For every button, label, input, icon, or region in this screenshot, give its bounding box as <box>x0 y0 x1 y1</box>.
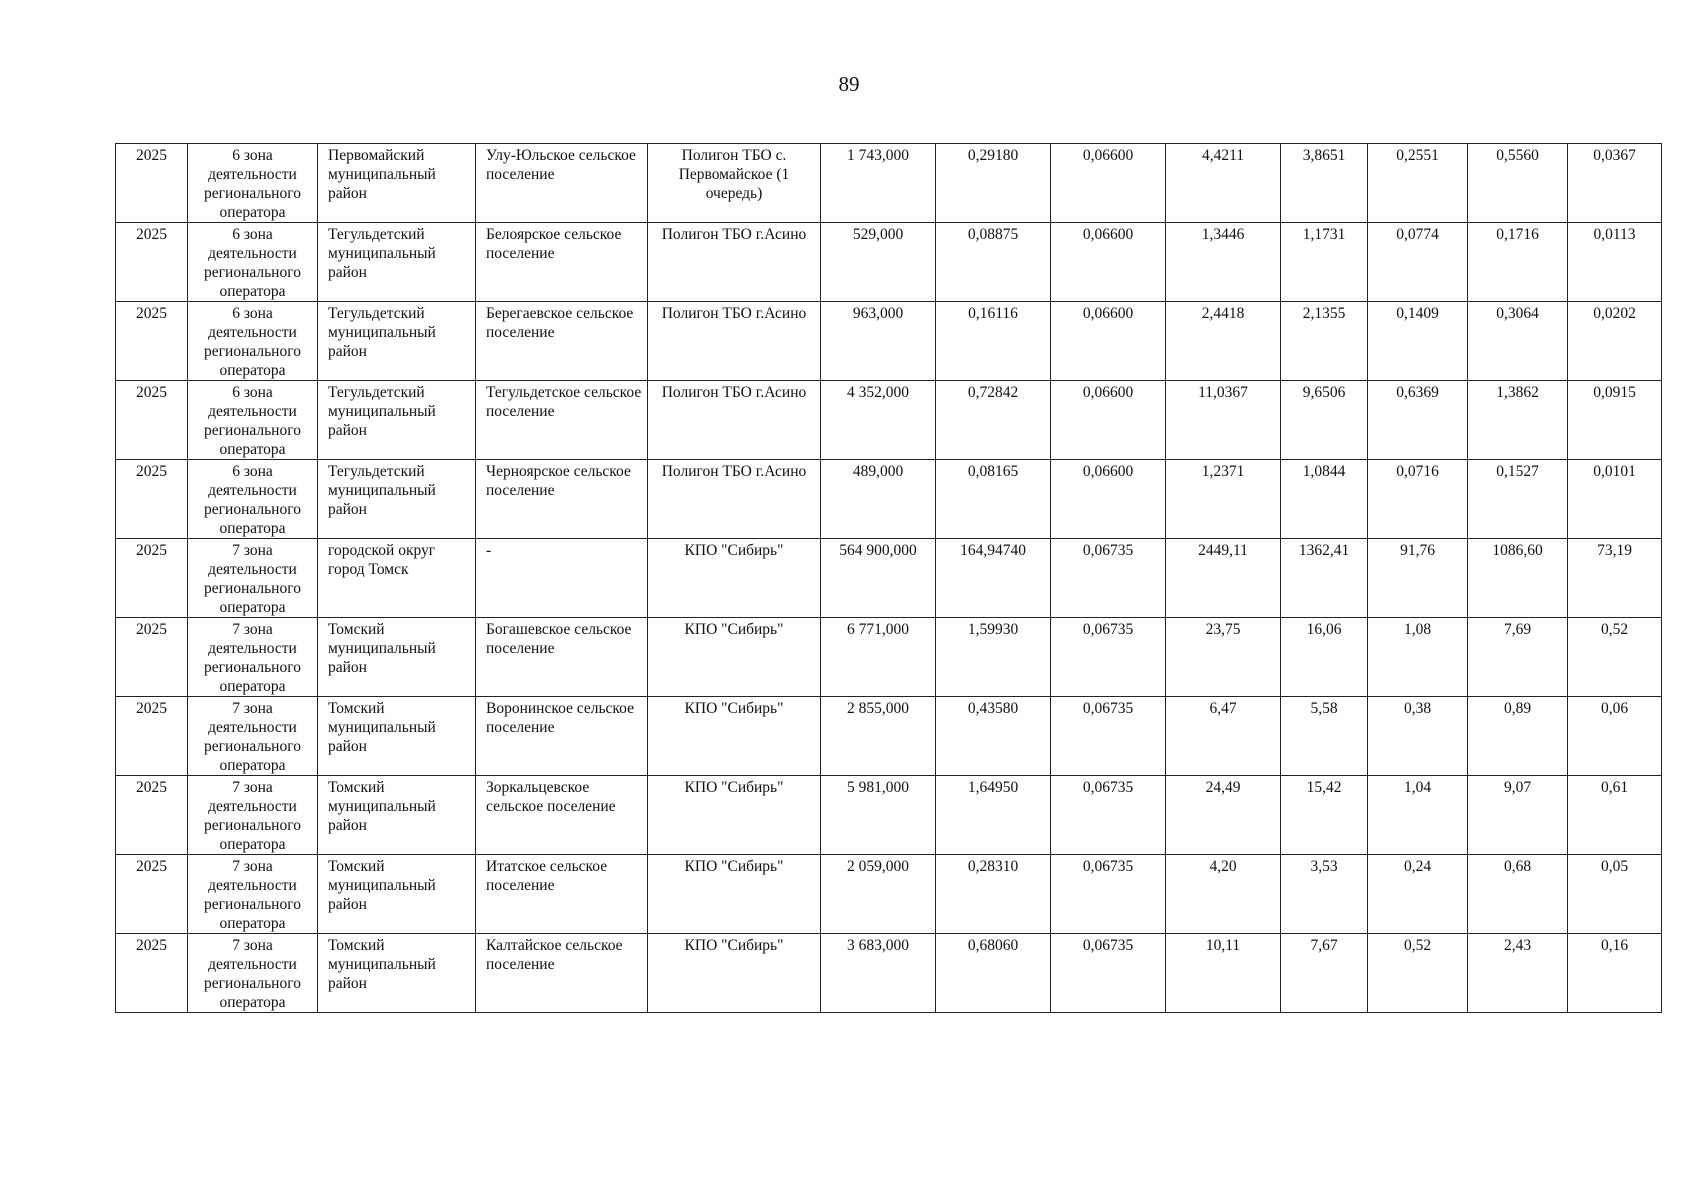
cell-value-4: 6,47 <box>1166 697 1281 776</box>
cell-value-8: 0,16 <box>1568 934 1662 1013</box>
cell-district: Томский муниципальный район <box>318 934 476 1013</box>
cell-facility: КПО "Сибирь" <box>648 855 821 934</box>
cell-value-4: 10,11 <box>1166 934 1281 1013</box>
cell-facility: Полигон ТБО г.Асино <box>648 223 821 302</box>
cell-value-5: 3,8651 <box>1281 144 1368 223</box>
cell-population: 5 981,000 <box>821 776 936 855</box>
table-row <box>116 144 1662 223</box>
cell-value-8: 0,0202 <box>1568 302 1662 381</box>
cell-district: Томский муниципальный район <box>318 776 476 855</box>
cell-settlement: Тегульдетское сельское поселение <box>476 381 648 460</box>
cell-district: Тегульдетский муниципальный район <box>318 302 476 381</box>
table-row <box>116 697 1662 776</box>
cell-year: 2025 <box>116 539 188 618</box>
cell-year: 2025 <box>116 381 188 460</box>
cell-settlement: Улу-Юльское сельское поселение <box>476 144 648 223</box>
cell-value-4: 11,0367 <box>1166 381 1281 460</box>
cell-facility: КПО "Сибирь" <box>648 618 821 697</box>
cell-value-6: 91,76 <box>1368 539 1468 618</box>
cell-value-6: 0,24 <box>1368 855 1468 934</box>
cell-value-7: 2,43 <box>1468 934 1568 1013</box>
cell-value-2: 164,94740 <box>936 539 1051 618</box>
cell-settlement: Итатское сельское поселение <box>476 855 648 934</box>
cell-value-6: 0,52 <box>1368 934 1468 1013</box>
cell-value-6: 0,6369 <box>1368 381 1468 460</box>
cell-value-3: 0,06600 <box>1051 381 1166 460</box>
cell-facility: КПО "Сибирь" <box>648 776 821 855</box>
cell-value-6: 0,38 <box>1368 697 1468 776</box>
cell-settlement: Белоярское сельское поселение <box>476 223 648 302</box>
cell-value-5: 16,06 <box>1281 618 1368 697</box>
cell-value-6: 1,04 <box>1368 776 1468 855</box>
cell-population: 6 771,000 <box>821 618 936 697</box>
cell-zone: 7 зона деятельности регионального оператора <box>188 934 318 1013</box>
cell-district: Тегульдетский муниципальный район <box>318 460 476 539</box>
cell-value-4: 1,2371 <box>1166 460 1281 539</box>
cell-value-5: 9,6506 <box>1281 381 1368 460</box>
cell-population: 529,000 <box>821 223 936 302</box>
cell-value-3: 0,06600 <box>1051 223 1166 302</box>
cell-population: 2 855,000 <box>821 697 936 776</box>
cell-district: Томский муниципальный район <box>318 697 476 776</box>
cell-zone: 6 зона деятельности регионального оператора <box>188 381 318 460</box>
cell-value-2: 0,43580 <box>936 697 1051 776</box>
cell-zone: 7 зона деятельности регионального оператора <box>188 855 318 934</box>
table-row <box>116 934 1662 1013</box>
cell-settlement: - <box>476 539 648 618</box>
cell-value-8: 0,0367 <box>1568 144 1662 223</box>
cell-value-7: 0,89 <box>1468 697 1568 776</box>
cell-facility: КПО "Сибирь" <box>648 934 821 1013</box>
cell-value-3: 0,06735 <box>1051 934 1166 1013</box>
table-row <box>116 618 1662 697</box>
cell-facility: Полигон ТБО г.Асино <box>648 460 821 539</box>
cell-value-8: 73,19 <box>1568 539 1662 618</box>
cell-year: 2025 <box>116 144 188 223</box>
cell-value-6: 1,08 <box>1368 618 1468 697</box>
cell-year: 2025 <box>116 776 188 855</box>
cell-value-5: 7,67 <box>1281 934 1368 1013</box>
cell-value-6: 0,0716 <box>1368 460 1468 539</box>
cell-value-7: 1086,60 <box>1468 539 1568 618</box>
cell-value-5: 1,0844 <box>1281 460 1368 539</box>
cell-value-7: 7,69 <box>1468 618 1568 697</box>
cell-population: 3 683,000 <box>821 934 936 1013</box>
cell-settlement: Богашевское сельское поселение <box>476 618 648 697</box>
page-number: 89 <box>838 72 860 96</box>
cell-population: 1 743,000 <box>821 144 936 223</box>
table-row <box>116 223 1662 302</box>
cell-population: 4 352,000 <box>821 381 936 460</box>
cell-population: 963,000 <box>821 302 936 381</box>
cell-value-5: 2,1355 <box>1281 302 1368 381</box>
table-row <box>116 302 1662 381</box>
cell-value-8: 0,52 <box>1568 618 1662 697</box>
cell-settlement: Черноярское сельское поселение <box>476 460 648 539</box>
cell-year: 2025 <box>116 223 188 302</box>
cell-value-4: 1,3446 <box>1166 223 1281 302</box>
cell-facility: КПО "Сибирь" <box>648 539 821 618</box>
waste-volume-table <box>115 143 1662 1013</box>
cell-value-4: 23,75 <box>1166 618 1281 697</box>
cell-value-2: 0,29180 <box>936 144 1051 223</box>
cell-district: городской округ город Томск <box>318 539 476 618</box>
cell-value-8: 0,0101 <box>1568 460 1662 539</box>
cell-settlement: Берегаевское сельское поселение <box>476 302 648 381</box>
cell-value-7: 1,3862 <box>1468 381 1568 460</box>
cell-value-5: 3,53 <box>1281 855 1368 934</box>
table-row <box>116 539 1662 618</box>
cell-value-3: 0,06600 <box>1051 302 1166 381</box>
cell-value-7: 0,1527 <box>1468 460 1568 539</box>
cell-value-2: 0,72842 <box>936 381 1051 460</box>
cell-population: 489,000 <box>821 460 936 539</box>
table-row <box>116 855 1662 934</box>
cell-facility: Полигон ТБО с. Первомайское (1 очередь) <box>648 144 821 223</box>
cell-district: Первомайский муниципальный район <box>318 144 476 223</box>
cell-value-7: 0,1716 <box>1468 223 1568 302</box>
cell-value-3: 0,06735 <box>1051 776 1166 855</box>
cell-value-3: 0,06600 <box>1051 460 1166 539</box>
cell-zone: 7 зона деятельности регионального оператора <box>188 539 318 618</box>
table-row <box>116 776 1662 855</box>
cell-value-2: 1,64950 <box>936 776 1051 855</box>
cell-facility: Полигон ТБО г.Асино <box>648 302 821 381</box>
cell-population: 2 059,000 <box>821 855 936 934</box>
cell-value-2: 0,68060 <box>936 934 1051 1013</box>
cell-value-2: 0,08165 <box>936 460 1051 539</box>
cell-zone: 6 зона деятельности регионального оператора <box>188 223 318 302</box>
cell-value-8: 0,0113 <box>1568 223 1662 302</box>
cell-facility: Полигон ТБО г.Асино <box>648 381 821 460</box>
cell-zone: 7 зона деятельности регионального оператора <box>188 776 318 855</box>
cell-year: 2025 <box>116 934 188 1013</box>
cell-value-8: 0,05 <box>1568 855 1662 934</box>
cell-value-3: 0,06600 <box>1051 144 1166 223</box>
cell-zone: 7 зона деятельности регионального оператора <box>188 697 318 776</box>
cell-value-4: 2,4418 <box>1166 302 1281 381</box>
cell-value-4: 4,4211 <box>1166 144 1281 223</box>
cell-value-4: 2449,11 <box>1166 539 1281 618</box>
cell-zone: 6 зона деятельности регионального оператора <box>188 144 318 223</box>
cell-zone: 6 зона деятельности регионального оператора <box>188 302 318 381</box>
cell-value-3: 0,06735 <box>1051 618 1166 697</box>
cell-value-5: 5,58 <box>1281 697 1368 776</box>
cell-district: Томский муниципальный район <box>318 618 476 697</box>
cell-value-4: 24,49 <box>1166 776 1281 855</box>
cell-value-3: 0,06735 <box>1051 539 1166 618</box>
table-row <box>116 460 1662 539</box>
cell-value-2: 1,59930 <box>936 618 1051 697</box>
cell-value-6: 0,1409 <box>1368 302 1468 381</box>
cell-year: 2025 <box>116 302 188 381</box>
cell-year: 2025 <box>116 855 188 934</box>
cell-value-7: 9,07 <box>1468 776 1568 855</box>
cell-settlement: Зоркальцевское сельское поселение <box>476 776 648 855</box>
cell-facility: КПО "Сибирь" <box>648 697 821 776</box>
cell-district: Томский муниципальный район <box>318 855 476 934</box>
cell-year: 2025 <box>116 618 188 697</box>
cell-value-5: 15,42 <box>1281 776 1368 855</box>
cell-value-6: 0,2551 <box>1368 144 1468 223</box>
cell-value-8: 0,61 <box>1568 776 1662 855</box>
cell-value-8: 0,0915 <box>1568 381 1662 460</box>
cell-value-3: 0,06735 <box>1051 855 1166 934</box>
cell-value-7: 0,68 <box>1468 855 1568 934</box>
cell-district: Тегульдетский муниципальный район <box>318 381 476 460</box>
cell-district: Тегульдетский муниципальный район <box>318 223 476 302</box>
cell-zone: 7 зона деятельности регионального оператора <box>188 618 318 697</box>
cell-settlement: Воронинское сельское поселение <box>476 697 648 776</box>
cell-value-8: 0,06 <box>1568 697 1662 776</box>
cell-value-2: 0,08875 <box>936 223 1051 302</box>
table-body <box>116 144 1662 1013</box>
cell-population: 564 900,000 <box>821 539 936 618</box>
cell-value-5: 1,1731 <box>1281 223 1368 302</box>
cell-value-7: 0,5560 <box>1468 144 1568 223</box>
cell-year: 2025 <box>116 697 188 776</box>
table-row <box>116 381 1662 460</box>
cell-zone: 6 зона деятельности регионального оператора <box>188 460 318 539</box>
cell-value-6: 0,0774 <box>1368 223 1468 302</box>
cell-value-5: 1362,41 <box>1281 539 1368 618</box>
cell-value-3: 0,06735 <box>1051 697 1166 776</box>
cell-value-7: 0,3064 <box>1468 302 1568 381</box>
cell-value-4: 4,20 <box>1166 855 1281 934</box>
cell-year: 2025 <box>116 460 188 539</box>
cell-settlement: Калтайское сельское поселение <box>476 934 648 1013</box>
cell-value-2: 0,16116 <box>936 302 1051 381</box>
cell-value-2: 0,28310 <box>936 855 1051 934</box>
